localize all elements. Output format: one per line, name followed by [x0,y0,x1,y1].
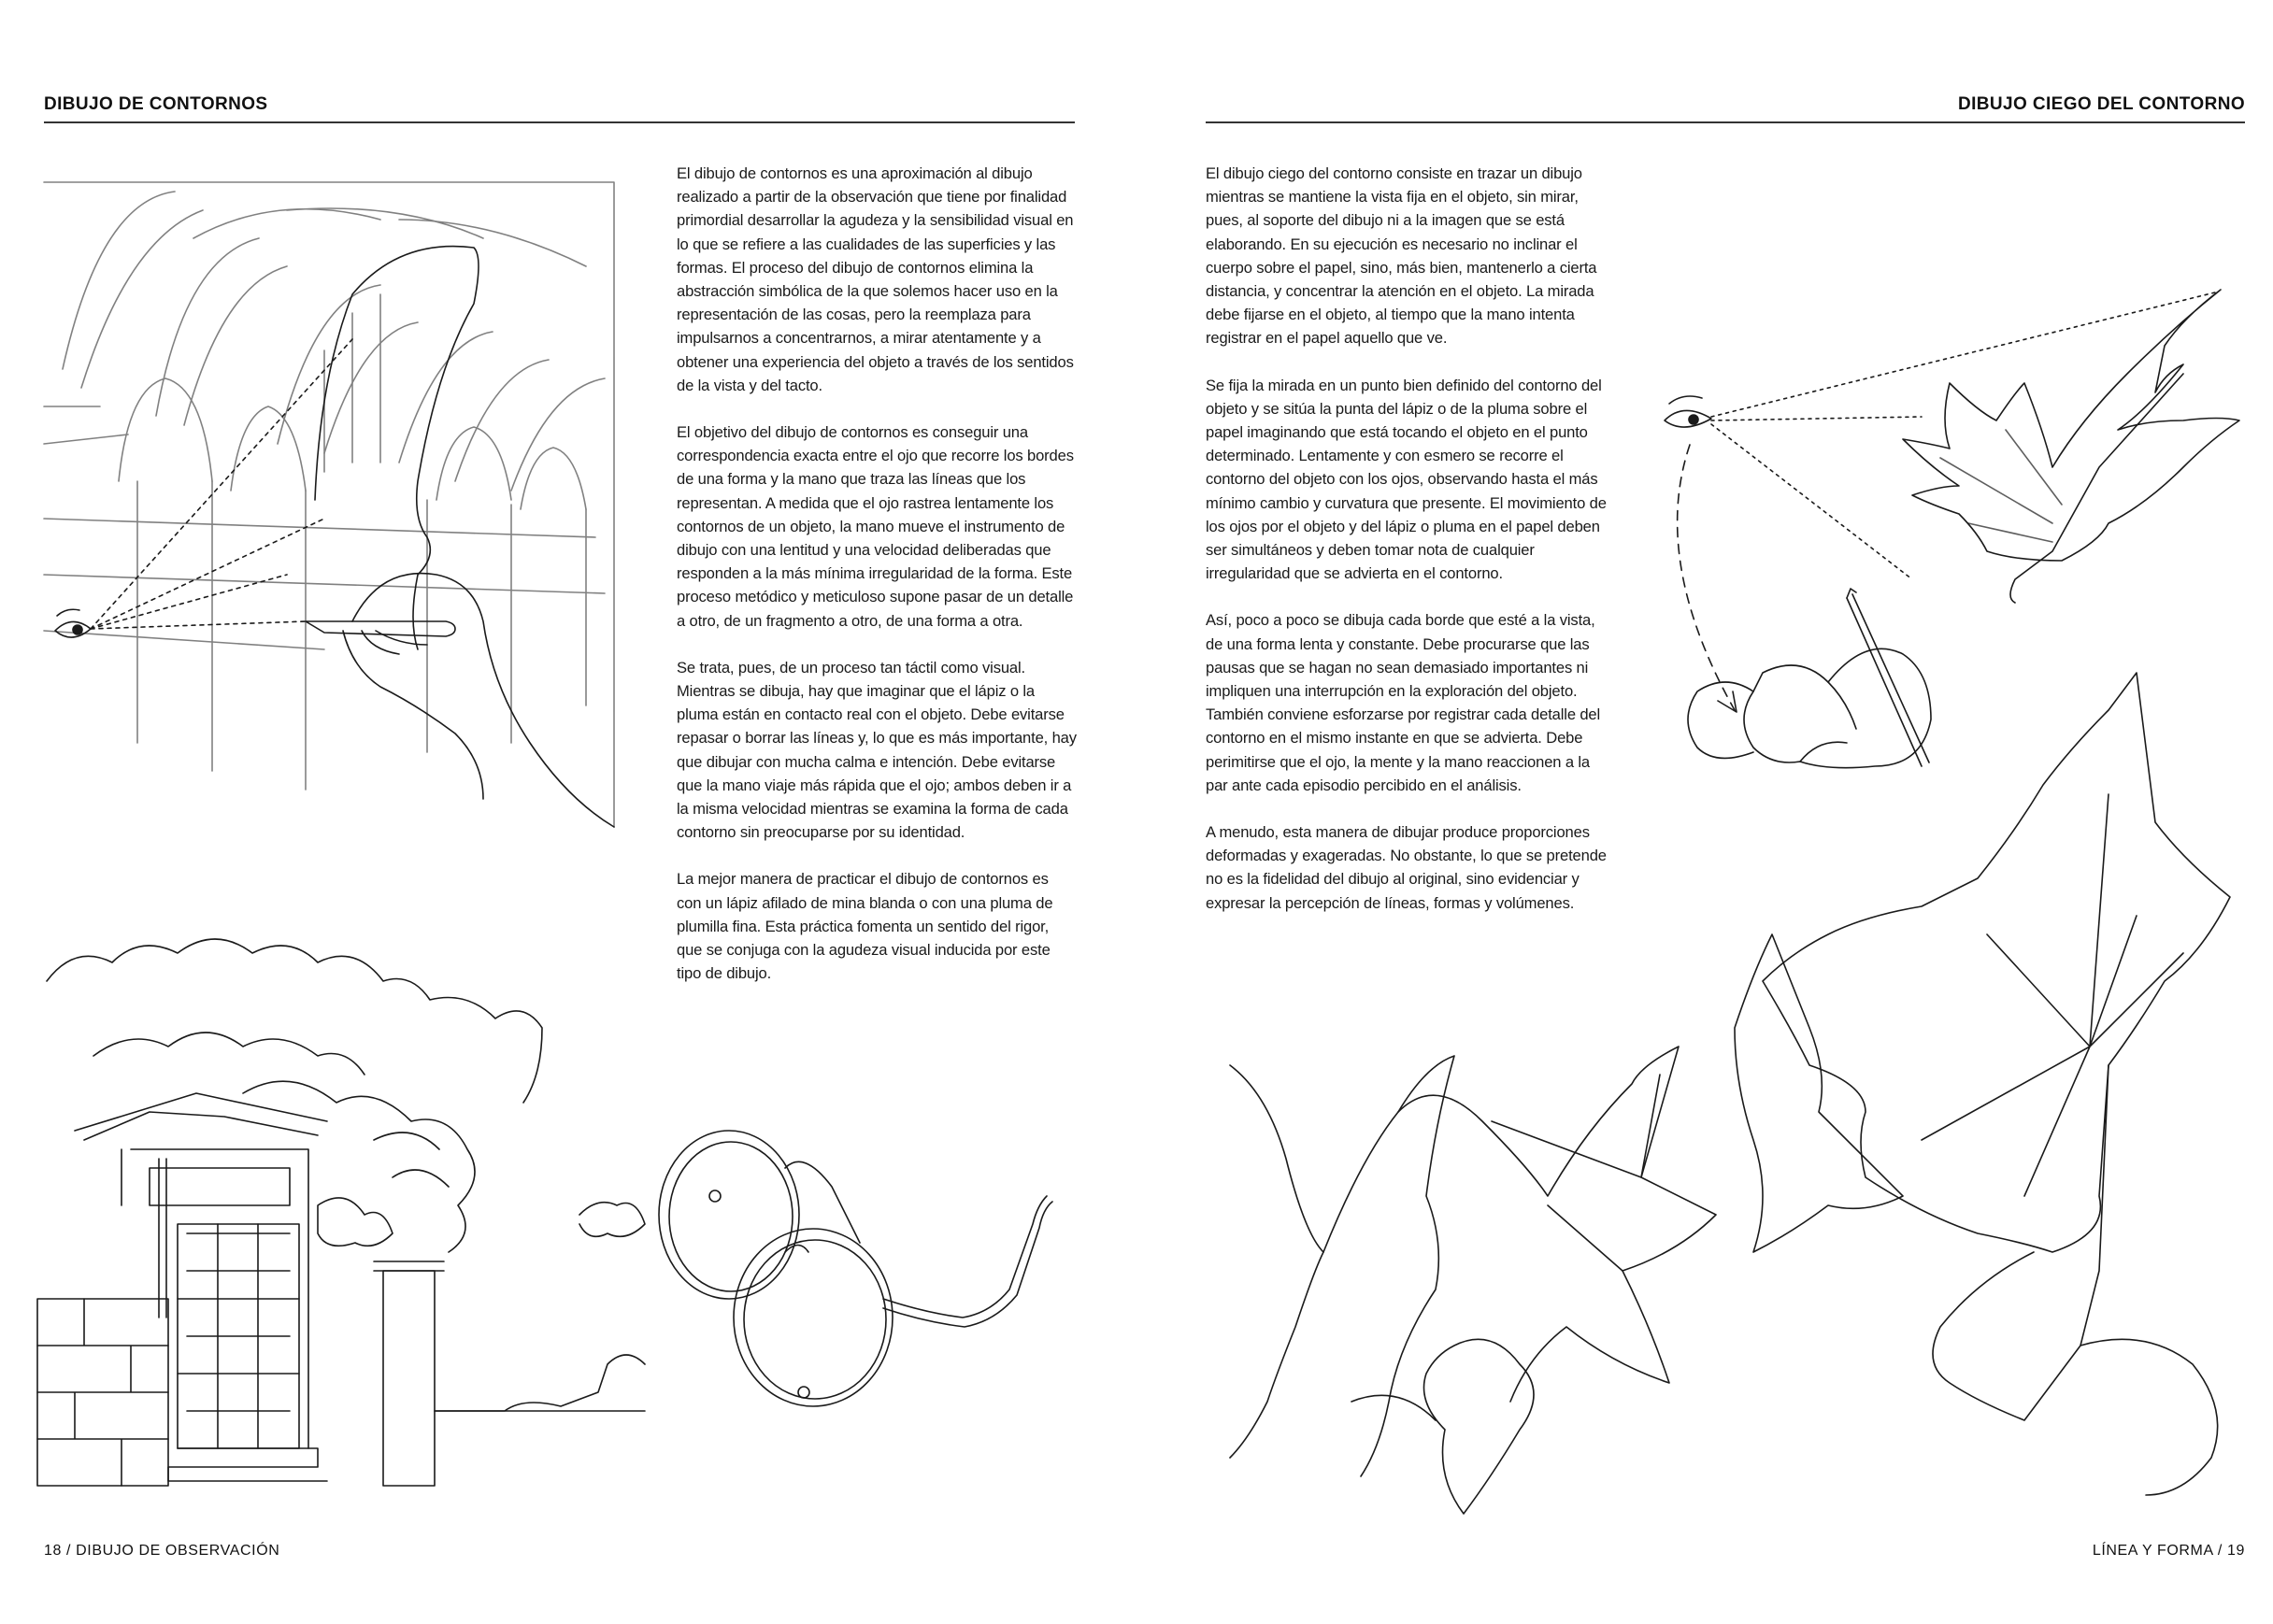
blind-contour-leaves-illustration [1211,673,2267,1532]
eyeglasses-sketch-illustration [645,1112,1056,1420]
left-body-text [677,162,1077,1009]
left-paragraph: El dibujo de contornos es una aproximación al dibujo realizado a partir de la observación que tiene por finalidad primordial desarrollar la agudeza y la sensibilidad visual en lo que se refiere a las cualidades de las superficies y las formas. El proceso del dibujo de contornos elimina la abstracción simbólica de la que solemos hacer uso en la representación de las cosas, pero la reemplaza para impulsarnos a concentrarnos, a mirar atentamente y a obtener una experiencia del objeto a través de los sentidos de la vista y del tacto. [677,164,1074,394]
right-folio: LÍNEA Y FORMA / 19 [2092,1543,2245,1559]
right-page [1136,0,2273,1624]
left-paragraph: La mejor manera de practicar el dibujo de contornos es con un lápiz afilado de mina blanda o con una pluma de plumilla fina. Esta práctica fomenta un sentido del rigor, que se conjuga con la agudeza visual inducida por este tipo de dibujo. [677,870,1053,983]
right-section-title: DIBUJO CIEGO DEL CONTORNO [1958,94,2245,114]
left-paragraph: El objetivo del dibujo de contornos es conseguir una correspondencia exacta entre el ojo que recorre los bordes de una forma y la mano que traza las líneas que los representan. A medida que el ojo rastrea lentamente los contornos de un objeto, la mano mueve el instrumento de dibujo con una lentitud y una velocidad deliberadas que responden a la más mínima irregularidad de la forma. Este proceso metódico y meticuloso supone pasar de un detalle a otro, de un fragmento a otro, de una forma a otra. [677,423,1074,630]
right-paragraph: Así, poco a poco se dibuja cada borde que esté a la vista, de una forma lenta y constante. Debe procurarse que las pausas que se hagan no sean demasiado importantes ni impliquen una interrupción en la exploración del objeto. También conviene esforzarse por registrar cada detalle del contorno en el mismo instante en que se advierta. Debe perimitirse que el ojo, la mente y la mano reaccionen a la par ante cada episodio percibido en el análisis. [1206,611,1601,794]
right-paragraph: A menudo, esta manera de dibujar produce proporciones deformadas y exageradas. No obstante, lo que se pretende no es la fidelidad del dibujo al original, sino evidenciar y expresar la percepción de líneas, formas y volúmenes. [1206,823,1607,912]
left-paragraph: Se trata, pues, de un proceso tan táctil como visual. Mientras se dibuja, hay que imaginar que el lápiz o la pluma están en contacto real con el objeto. Debe evitarse repasar o borrar las líneas y, lo que es más importante, hay que dibujar con mucha calma e intención. Debe evitarse que la mano viaje más rápida que el ojo; ambos deben ir a la misma velocidad mientras se examina la forma de cada contorno sin preocuparse por su identidad. [677,658,1077,842]
left-folio: 18 / DIBUJO DE OBSERVACIÓN [44,1543,280,1559]
right-header-rule [1206,121,2245,123]
cathedral-contour-illustration [44,182,614,827]
right-paragraph: Se fija la mirada en un punto bien definido del contorno del objeto y se sitúa la punta del lápiz o de la pluma sobre el papel imaginando que está tocando el objeto en el punto determinado. Lentamente y con esmero se recorre el contorno del objeto con los ojos, observando hasta el más mínimo cambio y curvatura que presente. El movimiento de los ojos por el objeto y del lápiz o pluma en el papel deben ser simultáneos y deben tomar nota de cualquier irregularidad que se advierta en el contorno. [1206,376,1607,583]
left-section-title: DIBUJO DE CONTORNOS [44,94,268,114]
left-page [0,0,1136,1624]
left-header-rule [44,121,1075,123]
house-sketch-illustration [37,925,645,1495]
right-paragraph: El dibujo ciego del contorno consiste en trazar un dibujo mientras se mantiene la vista fija en el objeto, sin mirar, pues, al soporte del dibujo ni a la imagen que se está elaborando. En su ejecución es necesario no inclinar el cuerpo sobre el papel, sino, más bien, mantenerlo a cierta distancia, y concentrar la atención en el objeto. La mirada debe fijarse en el objeto, al tiempo que la mano intenta registrar en el papel aquello que ve. [1206,164,1597,348]
